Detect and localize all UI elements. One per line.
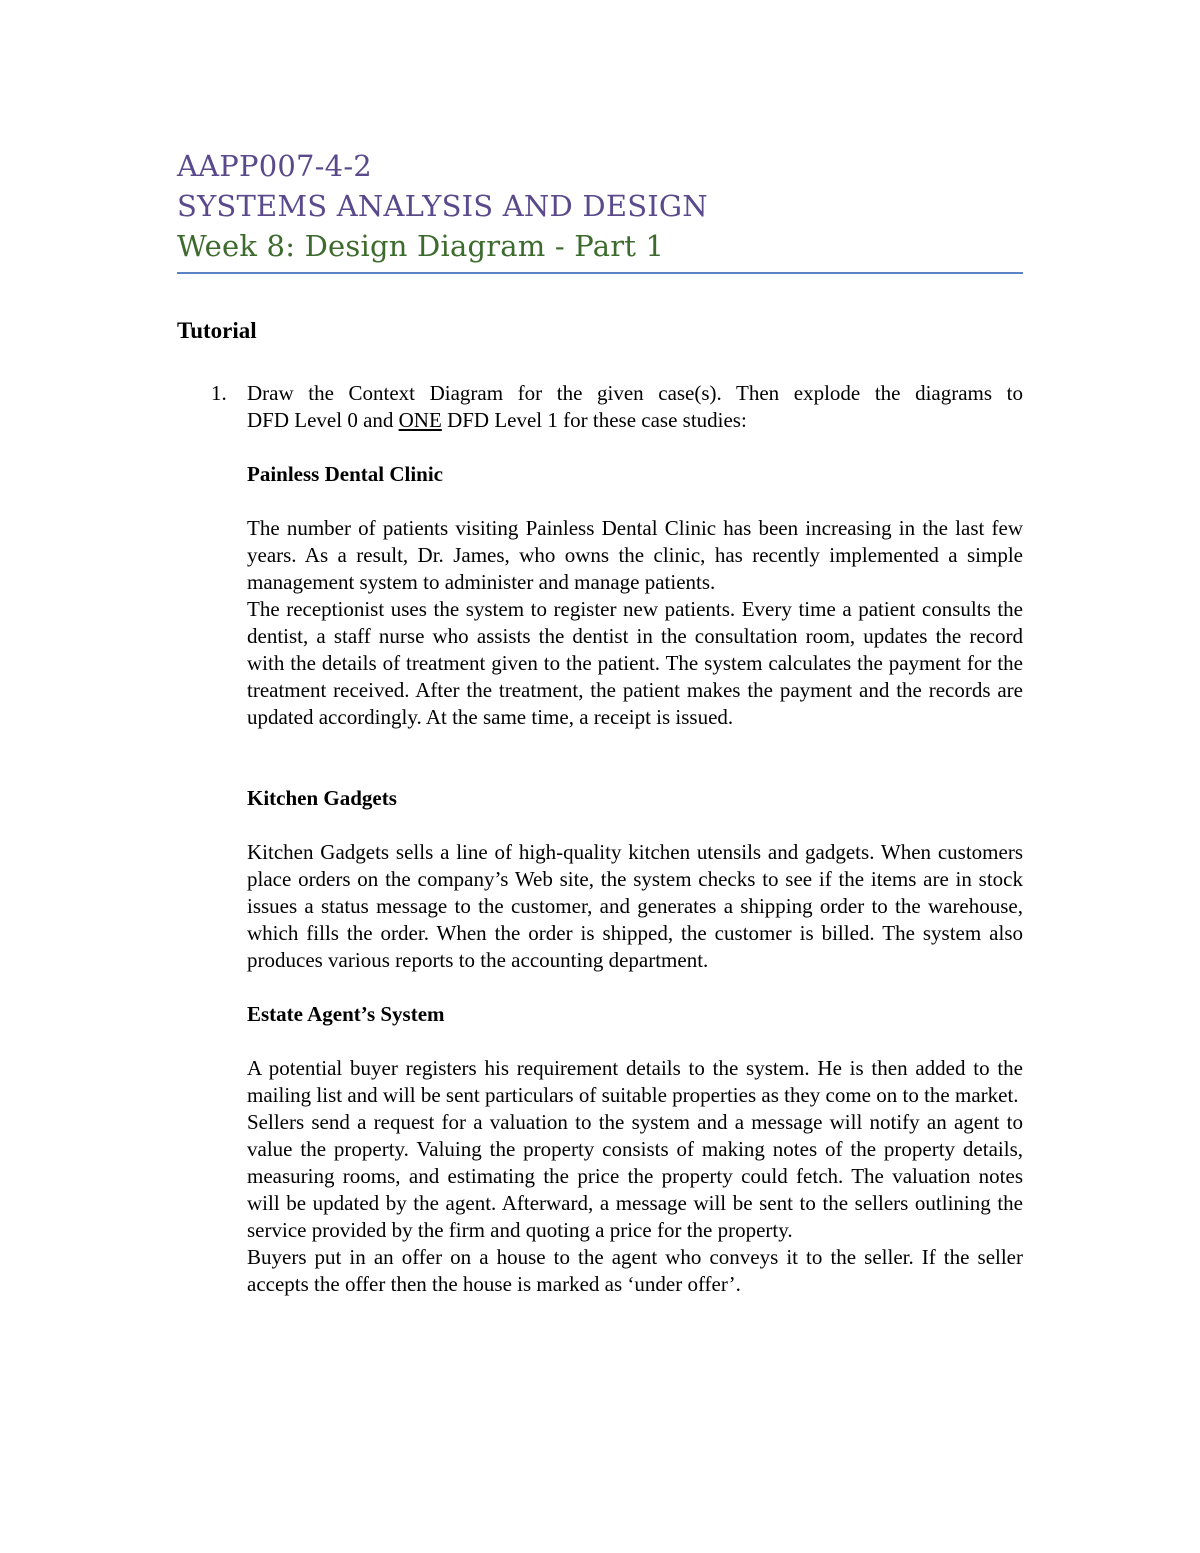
week-title: Week 8: Design Diagram - Part 1 <box>177 229 665 263</box>
case-paragraph: Sellers send a request for a valuation to the system and a message will notify an agent to value the property. Valuing the property consists of making notes of the property details, measuring rooms, and estimating the price the property could fetch. The valuation notes will be updated by the agent. Afterward, a message will be sent to the sellers outlining the service provided by the firm and quoting a price for the property. <box>247 1110 1023 1242</box>
header-divider <box>177 272 1023 274</box>
case-title-estate: Estate Agent’s System <box>247 1002 445 1026</box>
question-line-2 <box>247 407 1023 434</box>
question-line-1: Draw the Context Diagram for the given case(s). Then explode the diagrams to <box>247 381 1023 405</box>
case-paragraph: The number of patients visiting Painless Dental Clinic has been increasing in the last few years. As a result, Dr. James, who owns the clinic, has recently implemented a simple management system to administer and manage patients. <box>247 516 1023 594</box>
question-line-2-prefix: DFD Level 0 and <box>247 408 399 432</box>
case-title-kitchen: Kitchen Gadgets <box>247 786 397 810</box>
course-title: SYSTEMS ANALYSIS AND DESIGN <box>177 189 708 223</box>
question-number: 1. <box>211 381 227 405</box>
case-title-dental: Painless Dental Clinic <box>247 462 444 486</box>
tutorial-heading: Tutorial <box>177 318 257 343</box>
course-code: AAPP007-4-2 <box>177 149 372 183</box>
case-paragraph: A potential buyer registers his requirement details to the system. He is then added to the mailing list and will be sent particulars of suitable properties as they come on to the market. <box>247 1056 1023 1107</box>
question-content <box>247 380 1023 1298</box>
case-paragraph: The receptionist uses the system to register new patients. Every time a patient consults the dentist, a staff nurse who assists the dentist in the consultation room, updates the record with the details of treatment given to the patient. The system calculates the payment for the treatment received. After the treatment, the patient makes the payment and the records are updated accordingly. At the same time, a receipt is issued. <box>247 597 1023 729</box>
question-line-2-suffix: DFD Level 1 for these case studies: <box>441 408 747 432</box>
case-paragraph: Buyers put in an offer on a house to the agent who conveys it to the seller. If the seller accepts the offer then the house is marked as ‘under offer’. <box>247 1245 1023 1296</box>
question-underlined-word: ONE <box>398 408 442 432</box>
case-paragraph: Kitchen Gadgets sells a line of high-quality kitchen utensils and gadgets. When customers place orders on the company’s Web site, the system checks to see if the items are in stock issues a status message to the customer, and generates a shipping order to the warehouse, which fills the order. When the order is shipped, the customer is billed. The system also produces various reports to the accounting department. <box>247 840 1023 972</box>
document-header <box>177 146 1023 266</box>
